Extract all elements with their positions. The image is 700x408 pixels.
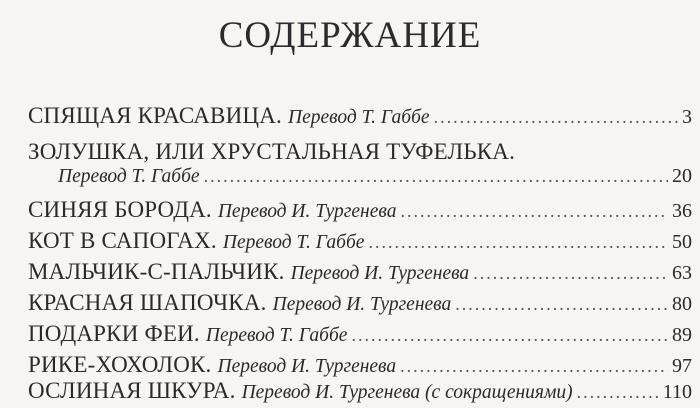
- entry-title: РИКЕ-ХОХОЛОК.: [28, 352, 212, 377]
- entry-title: СИНЯЯ БОРОДА.: [28, 197, 212, 222]
- entry-page: 3: [682, 106, 692, 128]
- toc-entry: [28, 101, 692, 133]
- entry-translator: Перевод И. Тургенева: [217, 201, 397, 222]
- dot-leader: [577, 377, 659, 407]
- toc-entry: [28, 195, 692, 227]
- entry-translator: Перевод Т. Габбе: [205, 325, 348, 346]
- toc-entry: [28, 257, 692, 289]
- entry-translator: Перевод Т. Габбе: [287, 107, 430, 128]
- entry-title: СПЯЩАЯ КРАСАВИЦА.: [28, 103, 282, 128]
- dot-leader: [434, 102, 678, 132]
- dot-leader: [368, 227, 668, 257]
- entry-title: ОСЛИНАЯ ШКУРА.: [28, 378, 236, 403]
- entry-page: 89: [672, 324, 692, 346]
- toc-entry: [28, 288, 692, 320]
- entry-translator: Перевод Т. Габбе: [58, 166, 200, 187]
- entry-translator: Перевод И. Тургенева (с сокращениями): [241, 382, 573, 403]
- entry-title: МАЛЬЧИК-С-ПАЛЬЧИК.: [28, 259, 285, 284]
- dot-leader: [455, 289, 668, 319]
- entry-page: 110: [662, 381, 692, 403]
- entry-title: КОТ В САПОГАХ.: [28, 228, 217, 253]
- toc-title: СОДЕРЖАНИЕ: [218, 15, 482, 56]
- dot-leader: [473, 258, 668, 288]
- entry-translator: Перевод И. Тургенева: [290, 263, 470, 284]
- entry-page: 63: [672, 262, 692, 284]
- entry-translator: Перевод Т. Габбе: [222, 232, 365, 253]
- entry-title: ПОДАРКИ ФЕИ.: [28, 321, 200, 346]
- entry-title: ЗОЛУШКА, ИЛИ ХРУСТАЛЬНАЯ ТУФЕЛЬКА.: [28, 139, 516, 164]
- entry-page: 80: [672, 293, 692, 315]
- dot-leader: [400, 196, 668, 226]
- entry-page: 20: [672, 165, 692, 187]
- toc-entry: [28, 319, 692, 351]
- toc-entry-continuation: [58, 161, 692, 192]
- entry-translator: Перевод И. Тургенева: [272, 294, 452, 315]
- entry-title: КРАСНАЯ ШАПОЧКА.: [28, 290, 267, 315]
- toc-entry: [28, 226, 692, 258]
- entry-page: 97: [672, 355, 692, 377]
- entry-translator: Перевод И. Тургенева: [217, 356, 397, 377]
- toc-entry: [28, 376, 692, 408]
- dot-leader: [204, 161, 668, 191]
- entry-page: 36: [672, 200, 692, 222]
- entry-page: 50: [672, 231, 692, 253]
- dot-leader: [351, 320, 668, 350]
